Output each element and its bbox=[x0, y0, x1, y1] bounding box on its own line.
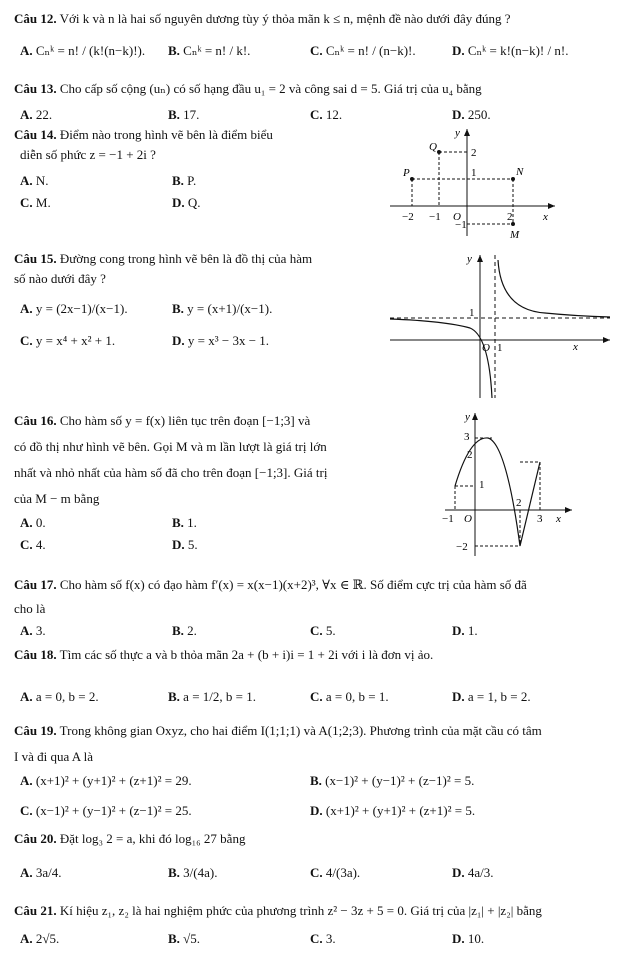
question-number: Câu 21. bbox=[14, 903, 57, 918]
y-axis-label: y bbox=[467, 253, 472, 265]
question-12 bbox=[14, 10, 511, 28]
option-a[interactable]: A. 3a/4. bbox=[20, 865, 62, 880]
option-d[interactable]: D. (x+1)² + (y+1)² + (z+1)² = 5. bbox=[310, 803, 476, 818]
option-d[interactable]: D. a = 1, b = 2. bbox=[452, 689, 531, 704]
question-text-line3: nhất và nhỏ nhất của hàm số đã cho trên đoạn [−1;3]. Giá trị bbox=[14, 465, 328, 480]
question-text-line2: số nào dưới đây ? bbox=[14, 271, 106, 286]
option-c[interactable]: C. Cₙᵏ = n! / (n−k)!. bbox=[310, 43, 416, 58]
question-text: Đường cong trong hình vẽ bên là đồ thị của hàm bbox=[59, 251, 313, 266]
y-axis-label: y bbox=[455, 127, 460, 139]
option-d[interactable]: D. 1. bbox=[452, 623, 478, 638]
tick-x3: 3 bbox=[537, 513, 543, 525]
option-d[interactable]: D. y = x³ − 3x − 1. bbox=[172, 333, 270, 348]
option-b[interactable]: B. y = (x+1)/(x−1). bbox=[172, 301, 273, 316]
option-c[interactable]: C. (x−1)² + (y−1)² + (z−1)² = 25. bbox=[20, 803, 192, 818]
option-b[interactable]: B. 17. bbox=[168, 107, 200, 122]
complex-plane-figure bbox=[385, 124, 565, 244]
question-text-line4: của M − m bằng bbox=[14, 491, 100, 506]
option-b[interactable]: B. (x−1)² + (y−1)² + (z−1)² = 5. bbox=[310, 773, 475, 788]
question-21 bbox=[14, 902, 542, 920]
question-text: Cho cấp số cộng (uₙ) có số hạng đầu u₁ = 2 và công sai d = 5. Giá trị của u₄ bằng bbox=[59, 81, 482, 96]
tick-y3: 3 bbox=[464, 431, 470, 443]
option-a[interactable]: A. Cₙᵏ = n! / (k!(n−k)!). bbox=[20, 43, 146, 58]
x-axis-label: x bbox=[543, 211, 548, 223]
question-text: Kí hiệu z₁, z₂ là hai nghiệm phức của phương trình z² − 3z + 5 = 0. Giá trị của |z₁| + |z₂| bằng bbox=[59, 903, 542, 918]
option-a[interactable]: A. a = 0, b = 2. bbox=[20, 689, 99, 704]
option-b[interactable]: B. Cₙᵏ = n! / k!. bbox=[168, 43, 251, 58]
question-17 bbox=[14, 576, 527, 594]
question-number: Câu 17. bbox=[14, 577, 57, 592]
question-number: Câu 19. bbox=[14, 723, 57, 738]
option-b[interactable]: B. √5. bbox=[168, 931, 201, 946]
question-13 bbox=[14, 80, 482, 98]
question-text: Điểm nào trong hình vẽ bên là điểm biểu bbox=[59, 127, 273, 142]
question-19 bbox=[14, 722, 542, 740]
option-b[interactable]: B. 2. bbox=[172, 623, 197, 638]
tick-y1: 1 bbox=[471, 167, 477, 179]
tick-y2: 2 bbox=[471, 147, 477, 159]
y-axis-label: y bbox=[465, 411, 470, 423]
option-c[interactable]: C. M. bbox=[20, 195, 51, 210]
option-d[interactable]: D. 250. bbox=[452, 107, 491, 122]
question-text-line2: có đồ thị như hình vẽ bên. Gọi M và m lần lượt là giá trị lớn bbox=[14, 439, 327, 454]
point-m: M bbox=[510, 229, 520, 241]
tick-xm1: −1 bbox=[442, 513, 454, 525]
tick-ym2: −2 bbox=[456, 541, 468, 553]
option-a[interactable]: A. y = (2x−1)/(x−1). bbox=[20, 301, 128, 316]
option-d[interactable]: D. 4a/3. bbox=[452, 865, 494, 880]
tick-xm1: −1 bbox=[429, 211, 441, 223]
tick-ym1: −1 bbox=[455, 219, 467, 231]
tick-y1: 1 bbox=[469, 307, 475, 319]
question-text-line2: diễn số phức z = −1 + 2i ? bbox=[20, 147, 156, 162]
point-n: N bbox=[516, 166, 524, 178]
point-p: P bbox=[403, 167, 410, 179]
origin-label: O bbox=[482, 342, 490, 354]
origin-label: O bbox=[453, 211, 461, 223]
option-d[interactable]: D. Q. bbox=[172, 195, 201, 210]
x-axis-label: x bbox=[556, 513, 561, 525]
question-number: Câu 16. bbox=[14, 413, 57, 428]
option-c[interactable]: C. 4. bbox=[20, 537, 46, 552]
option-a[interactable]: A. 3. bbox=[20, 623, 46, 638]
question-text-line2: cho là bbox=[14, 601, 46, 616]
option-c[interactable]: C. y = x⁴ + x² + 1. bbox=[20, 333, 116, 348]
question-14 bbox=[14, 126, 273, 144]
x-axis-label: x bbox=[573, 341, 578, 353]
option-c[interactable]: C. 5. bbox=[310, 623, 336, 638]
option-c[interactable]: C. 3. bbox=[310, 931, 336, 946]
question-text: Cho hàm số y = f(x) liên tục trên đoạn [−1;3] và bbox=[59, 413, 311, 428]
tick-x1: 1 bbox=[497, 342, 503, 354]
question-15 bbox=[14, 250, 312, 268]
question-text: Với k và n là hai số nguyên dương tùy ý thỏa mãn k ≤ n, mệnh đề nào dưới đây đúng ? bbox=[59, 11, 511, 26]
option-b[interactable]: B. a = 1/2, b = 1. bbox=[168, 689, 256, 704]
option-d[interactable]: D. 5. bbox=[172, 537, 198, 552]
question-number: Câu 13. bbox=[14, 81, 57, 96]
option-c[interactable]: C. a = 0, b = 1. bbox=[310, 689, 389, 704]
function-graph-figure bbox=[440, 408, 580, 558]
option-b[interactable]: B. 3/(4a). bbox=[168, 865, 218, 880]
tick-y1: 1 bbox=[479, 479, 485, 491]
question-text-line2: I và đi qua A là bbox=[14, 749, 94, 764]
origin-label: O bbox=[464, 513, 472, 525]
question-number: Câu 12. bbox=[14, 11, 57, 26]
option-d[interactable]: D. 10. bbox=[452, 931, 485, 946]
point-q: Q bbox=[429, 141, 437, 153]
option-a[interactable]: A. 2√5. bbox=[20, 931, 60, 946]
question-text: Cho hàm số f(x) có đạo hàm f′(x) = x(x−1)(x+2)³, ∀x ∈ ℝ. Số điểm cực trị của hàm số đã bbox=[59, 577, 527, 592]
option-a[interactable]: A. 0. bbox=[20, 515, 46, 530]
option-a[interactable]: A. N. bbox=[20, 173, 49, 188]
tick-x2: 2 bbox=[507, 211, 513, 223]
question-16 bbox=[14, 412, 310, 430]
question-number: Câu 18. bbox=[14, 647, 57, 662]
question-text: Trong không gian Oxyz, cho hai điểm I(1;1;1) và A(1;2;3). Phương trình của mặt cầu có tâm bbox=[59, 723, 542, 738]
option-a[interactable]: A. (x+1)² + (y+1)² + (z+1)² = 29. bbox=[20, 773, 192, 788]
option-d[interactable]: D. Cₙᵏ = k!(n−k)! / n!. bbox=[452, 43, 569, 58]
question-number: Câu 14. bbox=[14, 127, 57, 142]
tick-x2-label: 2 bbox=[516, 497, 522, 509]
question-number: Câu 20. bbox=[14, 831, 57, 846]
question-text: Tìm các số thực a và b thỏa mãn 2a + (b + i)i = 1 + 2i với i là đơn vị ảo. bbox=[59, 647, 434, 662]
option-b[interactable]: B. P. bbox=[172, 173, 197, 188]
tick-xm2: −2 bbox=[402, 211, 414, 223]
option-c[interactable]: C. 12. bbox=[310, 107, 343, 122]
option-a[interactable]: A. 22. bbox=[20, 107, 53, 122]
question-18 bbox=[14, 646, 433, 664]
tick-y2: 2 bbox=[467, 449, 473, 461]
option-c[interactable]: C. 4/(3a). bbox=[310, 865, 361, 880]
question-20 bbox=[14, 830, 245, 848]
question-number: Câu 15. bbox=[14, 251, 57, 266]
option-b[interactable]: B. 1. bbox=[172, 515, 197, 530]
question-text: Đặt log₃ 2 = a, khi đó log₁₆ 27 bằng bbox=[59, 831, 246, 846]
hyperbola-figure bbox=[385, 250, 615, 400]
